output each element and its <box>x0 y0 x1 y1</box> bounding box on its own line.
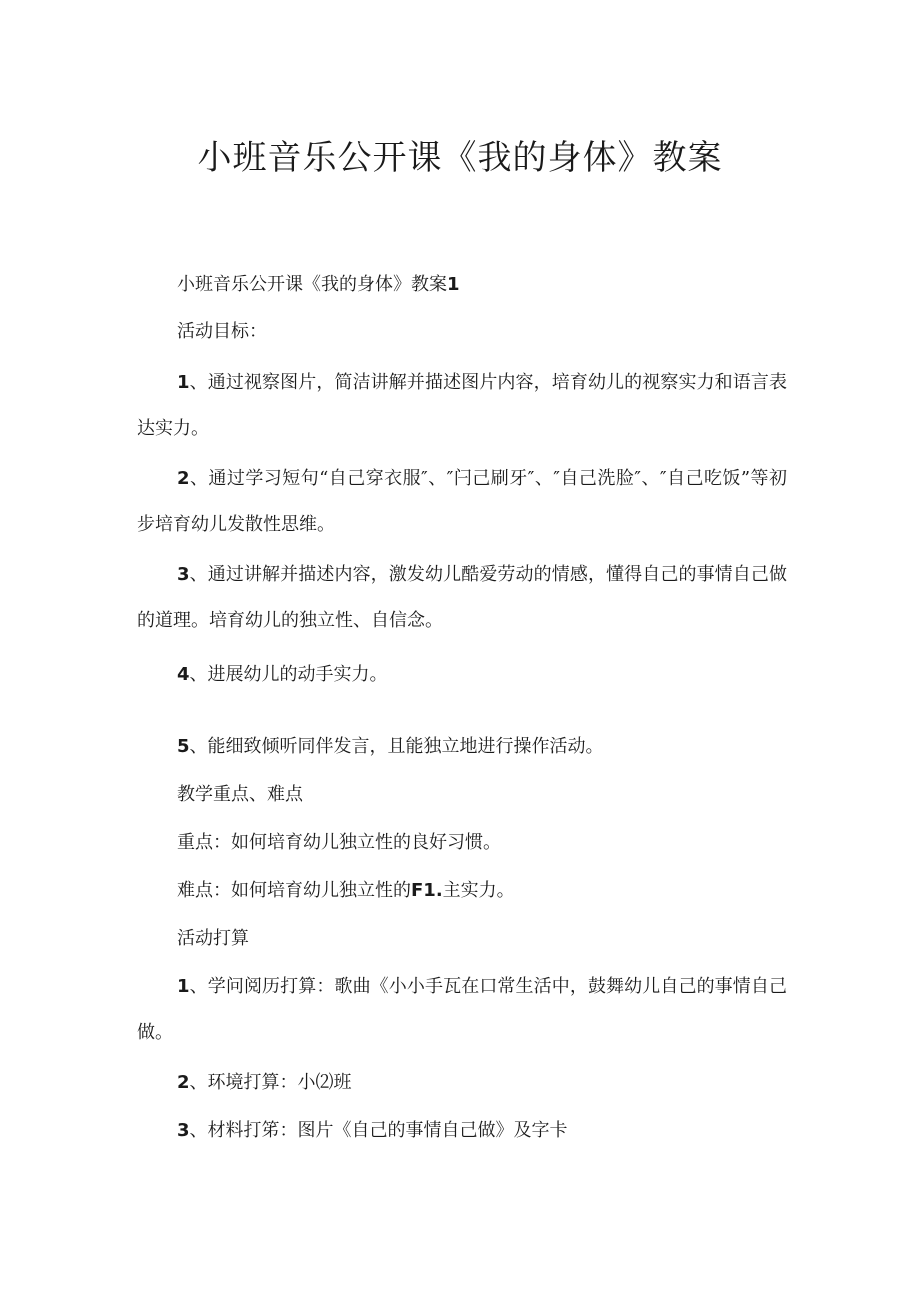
prep-item-1 <box>137 964 787 1056</box>
goal-number: 4 <box>177 664 190 685</box>
difficulty-bold: F1. <box>411 880 443 901</box>
goal-text: 、通过视察图片，简洁讲解并描述图片内容，培育幼儿的视察实力和语言表达实力。 <box>137 372 787 439</box>
goal-item-5 <box>137 724 787 770</box>
goal-number: 3 <box>177 564 190 585</box>
goal-number: 5 <box>177 736 190 757</box>
goal-number: 1 <box>177 372 190 393</box>
section-heading <box>137 262 787 308</box>
prep-number: 3 <box>177 1120 190 1141</box>
goal-item-4 <box>137 652 787 698</box>
section-heading-number: 1 <box>447 274 460 295</box>
prep-item-3 <box>137 1108 787 1154</box>
prep-number: 1 <box>177 976 190 997</box>
prep-text: 、材料打笫：图片《自己的事情自己做》及字卡 <box>189 1120 568 1141</box>
difficulty-text <box>137 868 787 914</box>
key-point-text: 重点：如何培育幼儿独立性的良好习惯。 <box>177 832 501 853</box>
document-title: 小班音乐公开课《我的身体》教案 <box>197 138 723 178</box>
section-heading-text: 小班音乐公开课《我的身体》教案 <box>177 274 447 295</box>
key-points-label: 教学重点、难点 <box>177 784 303 805</box>
goal-item-3 <box>137 552 787 644</box>
goal-text: 、能细致倾听同伴发言，且能独立地进行操作活动。 <box>189 736 604 757</box>
prep-item-2 <box>137 1060 787 1106</box>
goal-item-2 <box>137 456 787 548</box>
activity-goals-label: 活动目标： <box>177 321 267 342</box>
goal-text: 、进展幼儿的动手实力。 <box>189 664 388 685</box>
difficulty-prefix: 难点：如何培育幼儿独立性的 <box>177 880 411 901</box>
prep-text: 、学问阅历打算：歌曲《小小手瓦在口常生活中，鼓舞幼儿自己的事情自己做。 <box>137 976 787 1043</box>
goal-item-1 <box>137 360 787 452</box>
prep-number: 2 <box>177 1072 190 1093</box>
difficulty-suffix: 主实力。 <box>442 880 515 901</box>
goal-number: 2 <box>177 468 190 489</box>
goal-text: 、通过学习短句“自己穿衣服″、″闩己刷牙″、″自己洗脸″、″自己吃饭”等初步培育幼儿发散性思维。 <box>137 468 787 535</box>
prep-text: 、环境打算：小⑵班 <box>189 1072 352 1093</box>
prep-label: 活动打算 <box>177 928 249 949</box>
goal-text: 、通过讲解并描述内容，激发幼儿酷爱劳动的情感，懂得自己的事情自己做的道理。培育幼儿的独立性、自信念。 <box>137 564 787 631</box>
